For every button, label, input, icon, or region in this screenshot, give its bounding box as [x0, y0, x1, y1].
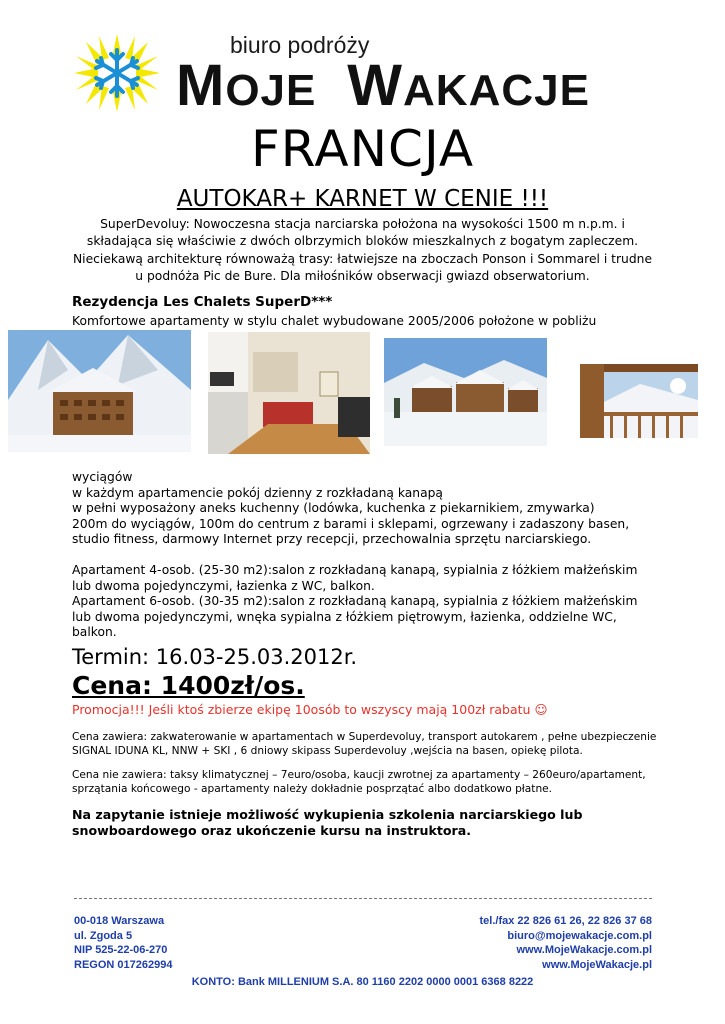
details-line: Apartament 4-osob. (25-30 m2):salon z rozkładaną kanapą, sypialnia z łóżkiem małżeńskim: [72, 563, 638, 577]
excludes-line: Cena nie zawiera: taksy klimatycznej – 7euro/osoba, kaucji zwrotnej za apartamenty – 260euro/apartament,: [72, 769, 646, 781]
apartment-interior-photo: [208, 332, 370, 454]
details-line: balkon.: [72, 625, 117, 639]
intro-line: SuperDevoluy: Nowoczesna stacja narciarska położona na wysokości 1500 m n.p.m. i: [100, 217, 625, 231]
details-spacer: [72, 548, 672, 564]
footer-regon: REGON 017262994: [74, 958, 173, 971]
logo-wordmark: [176, 52, 590, 119]
excludes-line: sprzątania końcowego - apartamenty należy dokładnie posprzątać albo dodatkowo płatne.: [72, 782, 553, 795]
intro-line: Nieciekawą architekturę równoważą trasy: łatwiejsze na zboczach Ponson i Sommarel i trudne: [72, 251, 653, 266]
details-line: w każdym apartamencie pokój dzienny z rozkładaną kanapą: [72, 485, 443, 500]
training-line: snowboardowego oraz ukończenie kursu na instruktora.: [72, 823, 472, 838]
residence-title: Rezydencja Les Chalets SuperD***: [72, 294, 333, 310]
includes-line: Cena zawiera: zakwaterowanie w apartamentach w Superdevoluy, transport autokarem , pełne ubezpieczenie: [72, 731, 657, 743]
footer-email-link[interactable]: biuro@mojewakacje.com.pl: [507, 929, 652, 942]
footer-bank-account: KONTO: Bank MILLENIUM S.A. 80 1160 2202 0000 0001 6368 8222: [191, 976, 534, 988]
footer-website-link[interactable]: www.MojeWakacje.com.pl: [516, 944, 652, 956]
resort-buildings-photo: [384, 338, 547, 446]
training-line: Na zapytanie istnieje możliwość wykupienia szkolenia narciarskiego lub: [72, 807, 583, 822]
details-line: wyciągów: [72, 470, 133, 484]
footer-city: 00-018 Warszawa: [74, 915, 165, 927]
logo-word-2-rest: AKACJE: [403, 66, 590, 115]
footer-contact: [480, 914, 652, 972]
footer-address: [74, 914, 172, 972]
intro-line: u podnóża Pic de Bure. Dla miłośników obserwacji gwiazd obserwatorium.: [135, 268, 590, 283]
details-line: lub dwoma pojedynczymi, łazienka z WC, balkon.: [72, 578, 375, 593]
details-line: Apartament 6-osob. (30-35 m2):salon z rozkładaną kanapą, sypialnia z łóżkiem małżeńskim: [72, 594, 638, 608]
intro-line: składająca się właściwie z dwóch olbrzymich bloków mieszkalnych z bogatym zapleczem.: [86, 234, 639, 249]
page-subtitle: AUTOKAR+ KARNET W CENIE !!!: [176, 186, 549, 212]
trip-price: Cena: 1400zł/os.: [72, 671, 305, 700]
chalet-exterior-photo: [8, 330, 191, 452]
footer-nip: NIP 525-22-06-270: [74, 944, 168, 956]
balcony-view-photo: [580, 364, 698, 438]
sun-snowflake-logo-icon: [72, 32, 162, 114]
details-line: 200m do wyciągów, 100m do centrum z barami i sklepami, ogrzewany i zadaszony basen,: [72, 516, 630, 531]
footer-website-link[interactable]: www.MojeWakacje.pl: [542, 958, 652, 971]
company-logo: [70, 28, 590, 118]
logo-word-1-initial: M: [176, 53, 226, 118]
includes-line: SIGNAL IDUNA KL, NNW + SKI , 6 dniowy skipass Superdevoluy ,wejścia na basen, opiekę pilota.: [72, 744, 583, 757]
footer-phone: tel./fax 22 826 61 26, 22 826 37 68: [479, 915, 652, 927]
logo-word-1-rest: OJE: [225, 66, 317, 115]
details-line: w pełni wyposażony aneks kuchenny (lodówka, kuchenka z piekarnikiem, zmywarka): [72, 501, 595, 515]
price-includes: [72, 731, 672, 758]
details-line: studio fitness, darmowy Internet przy recepcji, przechowalnia sprzętu narciarskiego.: [72, 532, 592, 546]
details-line: lub dwoma pojedynczymi, wnęka sypialna z łóżkiem piętrowym, łazienka, oddzielne WC,: [72, 609, 617, 624]
price-excludes: [72, 769, 672, 796]
training-note: [72, 807, 672, 839]
footer-divider: [74, 898, 652, 899]
trip-dates: Termin: 16.03-25.03.2012r.: [72, 645, 358, 669]
resort-intro: [60, 216, 665, 285]
logo-tagline: biuro podróży: [230, 32, 370, 58]
promotion-note: Promocja!!! Jeśli ktoś zbierze ekipę 10osób to wszyscy mają 100zł rabatu ☺: [72, 702, 548, 717]
residence-details: [72, 470, 672, 641]
residence-description: Komfortowe apartamenty w stylu chalet wybudowane 2005/2006 położone w pobliżu: [72, 314, 597, 328]
logo-word-2-initial: W: [347, 53, 404, 118]
page-title: FRANCJA: [250, 120, 475, 178]
footer-street: ul. Zgoda 5: [74, 929, 133, 942]
